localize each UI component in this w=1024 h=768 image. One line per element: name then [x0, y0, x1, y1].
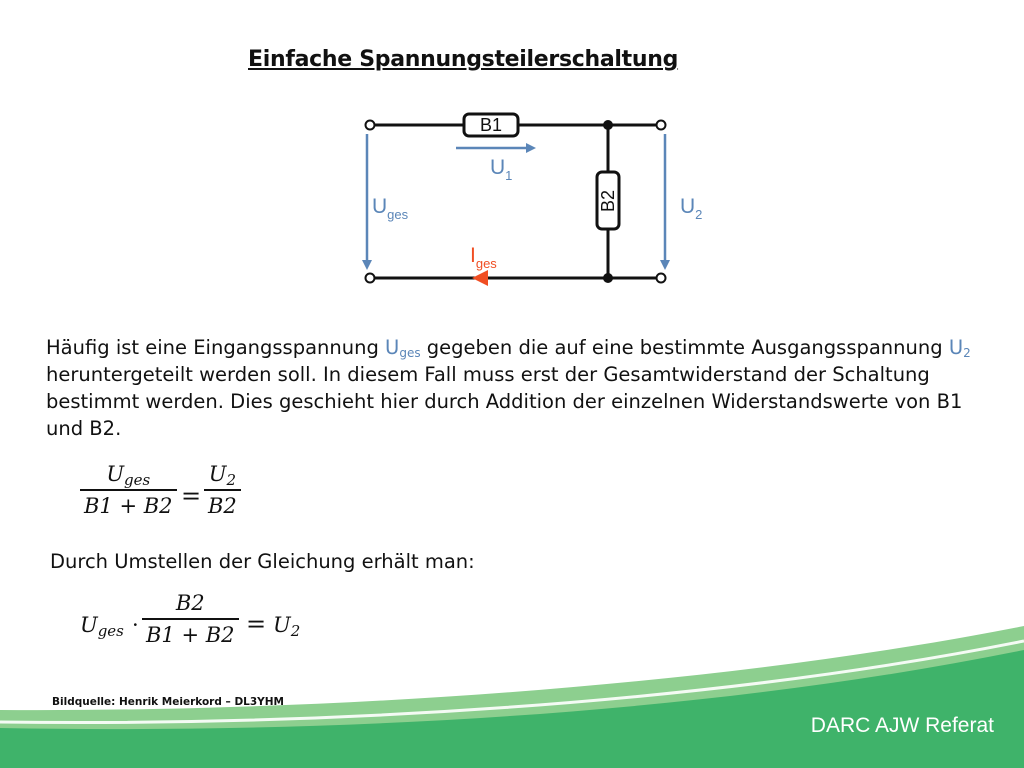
- eq2-fraction: [142, 591, 239, 647]
- eq1-lhs-fraction: [80, 462, 177, 518]
- paragraph-text-1: Häufig ist eine Eingangsspannung: [46, 336, 386, 359]
- eq2-numerator: B2: [175, 591, 205, 615]
- eq2-rhs: $U_2$: [273, 613, 301, 640]
- paragraph-u2: $U_2$: [948, 336, 971, 360]
- u2-label: $U_2$: [680, 195, 703, 222]
- u2-arrowhead: [660, 260, 670, 270]
- eq2-lhs: $U_{ges}$: [80, 613, 124, 640]
- uges-arrowhead: [362, 260, 372, 270]
- eq1-rhs-numerator: $U_2$: [208, 462, 237, 489]
- terminal-top-right: [657, 121, 666, 130]
- eq1-lhs-numerator: $U_{ges}$: [106, 462, 151, 489]
- eq1-lhs-denominator: B1 + B2: [84, 493, 173, 518]
- slide-title: Einfache Spannungsteilerschaltung: [248, 47, 679, 72]
- eq2-denominator: B1 + B2: [146, 622, 235, 647]
- junction-bottom: [603, 273, 613, 283]
- paragraph-uges: $U_{ges}$: [385, 336, 421, 360]
- u1-arrowhead: [526, 143, 536, 153]
- terminal-top-left: [366, 121, 375, 130]
- paragraph-text-3: heruntergeteilt werden soll. In diesem Fall muss erst der Gesamtwiderstand der Schaltung bestimmt werden. Dies geschieht hier durch Addition der einzelnen Widerstandswerte von B1 und B2.: [46, 363, 963, 440]
- explanation-paragraph: [46, 334, 976, 442]
- u1-label: $U_1$: [490, 156, 513, 183]
- footer-label: DARC AJW Referat: [810, 714, 994, 737]
- eq2-multiply-dot: ·: [132, 613, 139, 637]
- image-source-caption: Bildquelle: Henrik Meierkord – DL3YHM: [52, 696, 284, 708]
- iges-label: $I_{ges}$: [470, 244, 497, 271]
- junction-top: [603, 120, 613, 130]
- terminal-bottom-right: [657, 274, 666, 283]
- paragraph-text-2: gegeben die auf eine bestimmte Ausgangsspannung: [420, 336, 949, 359]
- voltage-divider-circuit: [355, 105, 715, 295]
- uges-label: $U_{ges}$: [372, 195, 409, 222]
- iges-arrowhead: [472, 270, 488, 286]
- resistor-b1-label: B1: [479, 115, 503, 135]
- eq1-equals: =: [181, 482, 202, 510]
- resistor-b2-label: B2: [598, 189, 618, 213]
- eq1-rhs-fraction: [204, 462, 241, 518]
- eq1-rhs-denominator: B2: [208, 493, 237, 518]
- eq2-equals: =: [246, 610, 267, 638]
- terminal-bottom-left: [366, 274, 375, 283]
- rearrangement-text: Durch Umstellen der Gleichung erhält man:: [50, 550, 475, 573]
